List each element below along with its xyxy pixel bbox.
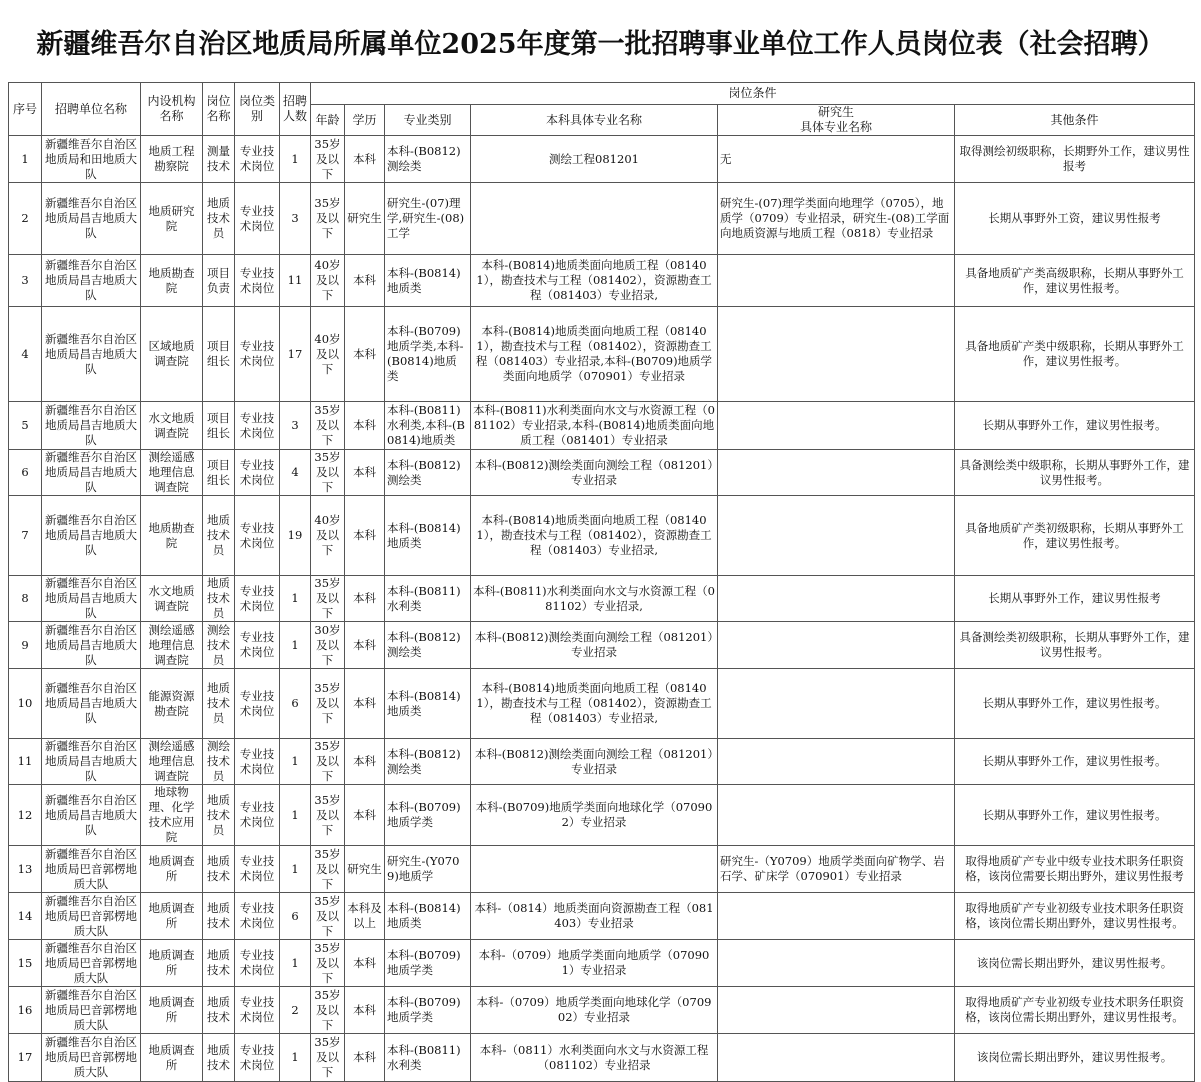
cell-graduate-major xyxy=(718,576,955,622)
cell-bachelor-major: 本科-(B0814)地质类面向地质工程（081401），勘查技术与工程（081402），资源勘查工程（081403）专业招录, xyxy=(471,496,718,576)
cell-age: 35岁及以下 xyxy=(311,450,345,496)
cell-major-category: 本科-(B0811)水利类 xyxy=(385,576,471,622)
cell-seq: 5 xyxy=(9,402,42,450)
cell-type: 专业技术岗位 xyxy=(235,987,280,1034)
cell-unit: 新疆维吾尔自治区地质局昌吉地质大队 xyxy=(42,450,141,496)
cell-type: 专业技术岗位 xyxy=(235,940,280,987)
header-bachelor: 本科具体专业名称 xyxy=(471,105,718,136)
cell-major-category: 本科-(B0814)地质类 xyxy=(385,496,471,576)
cell-bachelor-major: 本科-(B0814)地质类面向地质工程（081401），勘查技术与工程（081402），资源勘查工程（081403）专业招录,本科-(B0709)地质学类面向地质学（070901）专业招录 xyxy=(471,307,718,402)
table-row xyxy=(9,739,1195,785)
cell-graduate-major xyxy=(718,669,955,739)
cell-other-conditions: 取得地质矿产专业初级专业技术职务任职资格，该岗位需长期出野外，建议男性报考。 xyxy=(955,987,1195,1034)
cell-count: 11 xyxy=(280,255,311,307)
cell-post: 地质技术 xyxy=(203,893,235,940)
cell-bachelor-major xyxy=(471,846,718,893)
cell-dept: 地质调查所 xyxy=(141,987,203,1034)
cell-type: 专业技术岗位 xyxy=(235,622,280,669)
cell-post: 地质技术员 xyxy=(203,183,235,255)
table-row xyxy=(9,183,1195,255)
cell-age: 35岁及以下 xyxy=(311,987,345,1034)
cell-type: 专业技术岗位 xyxy=(235,1034,280,1082)
cell-dept: 地质调查所 xyxy=(141,1034,203,1082)
cell-unit: 新疆维吾尔自治区地质局昌吉地质大队 xyxy=(42,622,141,669)
table-row xyxy=(9,893,1195,940)
cell-edu: 本科 xyxy=(345,496,385,576)
cell-age: 40岁及以下 xyxy=(311,255,345,307)
cell-dept: 水文地质调查院 xyxy=(141,576,203,622)
header-edu: 学历 xyxy=(345,105,385,136)
cell-major-category: 本科-(B0709)地质学类,本科-(B0814)地质类 xyxy=(385,307,471,402)
cell-other-conditions: 取得测绘初级职称，长期野外工作，建议男性报考 xyxy=(955,136,1195,183)
cell-dept: 测绘遥感地理信息调查院 xyxy=(141,622,203,669)
cell-post: 项目组长 xyxy=(203,402,235,450)
cell-count: 4 xyxy=(280,450,311,496)
cell-graduate-major xyxy=(718,785,955,846)
cell-post: 测绘技术员 xyxy=(203,739,235,785)
table-row xyxy=(9,450,1195,496)
cell-bachelor-major: 本科-(B0814)地质类面向地质工程（081401），勘查技术与工程（081402），资源勘查工程（081403）专业招录, xyxy=(471,255,718,307)
cell-age: 35岁及以下 xyxy=(311,136,345,183)
cell-type: 专业技术岗位 xyxy=(235,739,280,785)
cell-graduate-major xyxy=(718,622,955,669)
cell-dept: 地质勘查院 xyxy=(141,255,203,307)
cell-seq: 2 xyxy=(9,183,42,255)
table-row xyxy=(9,402,1195,450)
header-major-cat: 专业类别 xyxy=(385,105,471,136)
cell-type: 专业技术岗位 xyxy=(235,183,280,255)
cell-seq: 16 xyxy=(9,987,42,1034)
cell-age: 35岁及以下 xyxy=(311,893,345,940)
cell-seq: 8 xyxy=(9,576,42,622)
table-row xyxy=(9,622,1195,669)
cell-edu: 研究生 xyxy=(345,846,385,893)
table-row xyxy=(9,987,1195,1034)
cell-count: 19 xyxy=(280,496,311,576)
cell-other-conditions: 具备地质矿产类中级职称，长期从事野外工作，建议男性报考。 xyxy=(955,307,1195,402)
cell-age: 35岁及以下 xyxy=(311,846,345,893)
cell-age: 35岁及以下 xyxy=(311,739,345,785)
cell-major-category: 本科-(B0811)水利类 xyxy=(385,1034,471,1082)
page-title: 新疆维吾尔自治区地质局所属单位2025年度第一批招聘事业单位工作人员岗位表（社会招聘） xyxy=(36,28,1165,60)
cell-edu: 本科 xyxy=(345,987,385,1034)
cell-graduate-major xyxy=(718,893,955,940)
cell-type: 专业技术岗位 xyxy=(235,402,280,450)
cell-age: 35岁及以下 xyxy=(311,402,345,450)
cell-count: 3 xyxy=(280,402,311,450)
table-row xyxy=(9,136,1195,183)
table-row xyxy=(9,255,1195,307)
cell-post: 地质技术 xyxy=(203,940,235,987)
cell-age: 35岁及以下 xyxy=(311,940,345,987)
cell-unit: 新疆维吾尔自治区地质局昌吉地质大队 xyxy=(42,669,141,739)
cell-major-category: 本科-(B0812)测绘类 xyxy=(385,739,471,785)
cell-age: 35岁及以下 xyxy=(311,576,345,622)
cell-dept: 测绘遥感地理信息调查院 xyxy=(141,450,203,496)
cell-unit: 新疆维吾尔自治区地质局昌吉地质大队 xyxy=(42,183,141,255)
cell-count: 1 xyxy=(280,846,311,893)
cell-graduate-major: 无 xyxy=(718,136,955,183)
table-row xyxy=(9,307,1195,402)
cell-age: 35岁及以下 xyxy=(311,669,345,739)
cell-other-conditions: 取得地质矿产专业中级专业技术职务任职资格，该岗位需要长期出野外，建议男性报考 xyxy=(955,846,1195,893)
cell-bachelor-major: 本科-（0814）地质类面向资源勘查工程（081403）专业招录 xyxy=(471,893,718,940)
cell-seq: 14 xyxy=(9,893,42,940)
cell-type: 专业技术岗位 xyxy=(235,496,280,576)
cell-edu: 本科 xyxy=(345,739,385,785)
cell-seq: 12 xyxy=(9,785,42,846)
cell-count: 2 xyxy=(280,987,311,1034)
cell-seq: 4 xyxy=(9,307,42,402)
cell-other-conditions: 长期从事野外工资，建议男性报考 xyxy=(955,183,1195,255)
cell-edu: 本科 xyxy=(345,255,385,307)
cell-dept: 测绘遥感地理信息调查院 xyxy=(141,739,203,785)
cell-age: 35岁及以下 xyxy=(311,183,345,255)
cell-bachelor-major: 本科-(B0811)水利类面向水文与水资源工程（081102）专业招录, xyxy=(471,576,718,622)
cell-unit: 新疆维吾尔自治区地质局和田地质大队 xyxy=(42,136,141,183)
cell-major-category: 研究生-(07)理学,研究生-(08)工学 xyxy=(385,183,471,255)
cell-edu: 本科 xyxy=(345,940,385,987)
cell-graduate-major: 研究生-(07)理学类面向地理学（0705），地质学（0709）专业招录，研究生-(08)工学面向地质资源与地质工程（0818）专业招录 xyxy=(718,183,955,255)
cell-post: 项目负责 xyxy=(203,255,235,307)
cell-seq: 7 xyxy=(9,496,42,576)
header-count: 招聘人数 xyxy=(280,83,311,136)
cell-other-conditions: 具备地质矿产类初级职称，长期从事野外工作，建议男性报考。 xyxy=(955,496,1195,576)
cell-other-conditions: 长期从事野外工作，建议男性报考。 xyxy=(955,785,1195,846)
cell-dept: 地质调查所 xyxy=(141,940,203,987)
cell-graduate-major xyxy=(718,940,955,987)
cell-post: 地质技术员 xyxy=(203,785,235,846)
cell-bachelor-major: 本科-(B0811)水利类面向水文与水资源工程（081102）专业招录,本科-(B0814)地质类面向地质工程（081401）专业招录 xyxy=(471,402,718,450)
cell-other-conditions: 长期从事野外工作，建议男性报考。 xyxy=(955,402,1195,450)
cell-seq: 9 xyxy=(9,622,42,669)
cell-count: 6 xyxy=(280,669,311,739)
cell-other-conditions: 该岗位需长期出野外，建议男性报考。 xyxy=(955,940,1195,987)
cell-count: 6 xyxy=(280,893,311,940)
header-type: 岗位类别 xyxy=(235,83,280,136)
cell-seq: 10 xyxy=(9,669,42,739)
cell-seq: 17 xyxy=(9,1034,42,1082)
cell-dept: 地质勘查院 xyxy=(141,496,203,576)
cell-type: 专业技术岗位 xyxy=(235,893,280,940)
cell-type: 专业技术岗位 xyxy=(235,307,280,402)
cell-bachelor-major: 本科-(B0812)测绘类面向测绘工程（081201）专业招录 xyxy=(471,450,718,496)
cell-major-category: 本科-(B0812)测绘类 xyxy=(385,450,471,496)
cell-type: 专业技术岗位 xyxy=(235,669,280,739)
cell-type: 专业技术岗位 xyxy=(235,846,280,893)
header-conditions: 岗位条件 xyxy=(311,83,1195,105)
cell-major-category: 本科-(B0814)地质类 xyxy=(385,669,471,739)
cell-unit: 新疆维吾尔自治区地质局昌吉地质大队 xyxy=(42,255,141,307)
cell-edu: 本科 xyxy=(345,402,385,450)
header-dept: 内设机构名称 xyxy=(141,83,203,136)
cell-major-category: 本科-(B0814)地质类 xyxy=(385,893,471,940)
cell-post: 地质技术员 xyxy=(203,576,235,622)
cell-seq: 13 xyxy=(9,846,42,893)
cell-graduate-major xyxy=(718,255,955,307)
cell-age: 40岁及以下 xyxy=(311,496,345,576)
cell-unit: 新疆维吾尔自治区地质局昌吉地质大队 xyxy=(42,496,141,576)
cell-unit: 新疆维吾尔自治区地质局巴音郭楞地质大队 xyxy=(42,940,141,987)
cell-dept: 地质研究院 xyxy=(141,183,203,255)
cell-other-conditions: 长期从事野外工作，建议男性报考。 xyxy=(955,669,1195,739)
cell-unit: 新疆维吾尔自治区地质局巴音郭楞地质大队 xyxy=(42,1034,141,1082)
cell-dept: 能源资源勘查院 xyxy=(141,669,203,739)
cell-post: 地质技术员 xyxy=(203,669,235,739)
cell-other-conditions: 具备地质矿产类高级职称，长期从事野外工作，建议男性报考。 xyxy=(955,255,1195,307)
cell-age: 35岁及以下 xyxy=(311,785,345,846)
cell-other-conditions: 长期从事野外工作，建议男性报考 xyxy=(955,576,1195,622)
cell-major-category: 本科-(B0811)水利类,本科-(B0814)地质类 xyxy=(385,402,471,450)
cell-seq: 1 xyxy=(9,136,42,183)
cell-edu: 本科及以上 xyxy=(345,893,385,940)
cell-unit: 新疆维吾尔自治区地质局巴音郭楞地质大队 xyxy=(42,846,141,893)
header-age: 年龄 xyxy=(311,105,345,136)
cell-other-conditions: 具备测绘类中级职称，长期从事野外工作，建议男性报考。 xyxy=(955,450,1195,496)
header-unit: 招聘单位名称 xyxy=(42,83,141,136)
cell-count: 1 xyxy=(280,739,311,785)
cell-graduate-major xyxy=(718,739,955,785)
cell-post: 测量技术 xyxy=(203,136,235,183)
cell-edu: 本科 xyxy=(345,785,385,846)
cell-count: 1 xyxy=(280,785,311,846)
cell-graduate-major xyxy=(718,1034,955,1082)
cell-major-category: 本科-(B0709)地质学类 xyxy=(385,987,471,1034)
cell-dept: 地球物理、化学技术应用院 xyxy=(141,785,203,846)
cell-post: 测绘技术员 xyxy=(203,622,235,669)
cell-unit: 新疆维吾尔自治区地质局巴音郭楞地质大队 xyxy=(42,987,141,1034)
cell-edu: 本科 xyxy=(345,576,385,622)
cell-bachelor-major: 本科-(B0709)地质学类面向地球化学（070902）专业招录 xyxy=(471,785,718,846)
cell-post: 项目组长 xyxy=(203,450,235,496)
cell-dept: 地质调查所 xyxy=(141,846,203,893)
cell-count: 1 xyxy=(280,576,311,622)
cell-seq: 11 xyxy=(9,739,42,785)
cell-dept: 地质调查所 xyxy=(141,893,203,940)
cell-edu: 本科 xyxy=(345,307,385,402)
cell-graduate-major xyxy=(718,450,955,496)
cell-type: 专业技术岗位 xyxy=(235,450,280,496)
cell-seq: 3 xyxy=(9,255,42,307)
cell-edu: 本科 xyxy=(345,136,385,183)
cell-bachelor-major: 本科-（0811）水利类面向水文与水资源工程（081102）专业招录 xyxy=(471,1034,718,1082)
cell-unit: 新疆维吾尔自治区地质局巴音郭楞地质大队 xyxy=(42,893,141,940)
cell-post: 地质技术 xyxy=(203,1034,235,1082)
cell-type: 专业技术岗位 xyxy=(235,576,280,622)
cell-age: 30岁及以下 xyxy=(311,622,345,669)
cell-major-category: 本科-(B0812)测绘类 xyxy=(385,622,471,669)
cell-graduate-major: 研究生-（Y0709）地质学类面向矿物学、岩石学、矿床学（070901）专业招录 xyxy=(718,846,955,893)
cell-major-category: 本科-(B0709)地质学类 xyxy=(385,785,471,846)
cell-graduate-major xyxy=(718,496,955,576)
table-row xyxy=(9,785,1195,846)
cell-count: 1 xyxy=(280,1034,311,1082)
cell-bachelor-major: 测绘工程081201 xyxy=(471,136,718,183)
cell-post: 地质技术 xyxy=(203,846,235,893)
cell-major-category: 本科-(B0709)地质学类 xyxy=(385,940,471,987)
table-row xyxy=(9,1034,1195,1082)
cell-bachelor-major: 本科-(B0814)地质类面向地质工程（081401），勘查技术与工程（081402），资源勘查工程（081403）专业招录, xyxy=(471,669,718,739)
cell-major-category: 本科-(B0812)测绘类 xyxy=(385,136,471,183)
cell-unit: 新疆维吾尔自治区地质局昌吉地质大队 xyxy=(42,576,141,622)
cell-count: 1 xyxy=(280,136,311,183)
cell-age: 40岁及以下 xyxy=(311,307,345,402)
table-row xyxy=(9,669,1195,739)
table-row xyxy=(9,496,1195,576)
cell-edu: 研究生 xyxy=(345,183,385,255)
cell-bachelor-major: 本科-(B0812)测绘类面向测绘工程（081201）专业招录 xyxy=(471,622,718,669)
cell-dept: 地质工程勘察院 xyxy=(141,136,203,183)
cell-major-category: 本科-(B0814)地质类 xyxy=(385,255,471,307)
table-row xyxy=(9,576,1195,622)
cell-edu: 本科 xyxy=(345,1034,385,1082)
header-graduate: 研究生 具体专业名称 xyxy=(718,105,955,136)
cell-other-conditions: 具备测绘类初级职称，长期从事野外工作，建议男性报考。 xyxy=(955,622,1195,669)
cell-count: 17 xyxy=(280,307,311,402)
cell-other-conditions: 该岗位需长期出野外，建议男性报考。 xyxy=(955,1034,1195,1082)
cell-unit: 新疆维吾尔自治区地质局昌吉地质大队 xyxy=(42,402,141,450)
cell-other-conditions: 取得地质矿产专业初级专业技术职务任职资格，该岗位需长期出野外，建议男性报考。 xyxy=(955,893,1195,940)
positions-table xyxy=(8,82,1195,1082)
cell-count: 1 xyxy=(280,940,311,987)
cell-bachelor-major: 本科-（0709）地质学类面向地质学（070901）专业招录 xyxy=(471,940,718,987)
cell-edu: 本科 xyxy=(345,450,385,496)
cell-age: 35岁及以下 xyxy=(311,1034,345,1082)
cell-type: 专业技术岗位 xyxy=(235,255,280,307)
header-seq: 序号 xyxy=(9,83,42,136)
cell-dept: 区域地质调查院 xyxy=(141,307,203,402)
cell-edu: 本科 xyxy=(345,622,385,669)
cell-unit: 新疆维吾尔自治区地质局昌吉地质大队 xyxy=(42,785,141,846)
cell-count: 3 xyxy=(280,183,311,255)
cell-edu: 本科 xyxy=(345,669,385,739)
cell-major-category: 研究生-(Y0709)地质学 xyxy=(385,846,471,893)
cell-dept: 水文地质调查院 xyxy=(141,402,203,450)
table-row xyxy=(9,846,1195,893)
cell-type: 专业技术岗位 xyxy=(235,785,280,846)
cell-seq: 6 xyxy=(9,450,42,496)
cell-unit: 新疆维吾尔自治区地质局昌吉地质大队 xyxy=(42,739,141,785)
header-other: 其他条件 xyxy=(955,105,1195,136)
header-post: 岗位名称 xyxy=(203,83,235,136)
cell-post: 地质技术员 xyxy=(203,496,235,576)
cell-graduate-major xyxy=(718,402,955,450)
cell-type: 专业技术岗位 xyxy=(235,136,280,183)
cell-seq: 15 xyxy=(9,940,42,987)
table-row xyxy=(9,940,1195,987)
cell-other-conditions: 长期从事野外工作，建议男性报考。 xyxy=(955,739,1195,785)
cell-bachelor-major: 本科-（0709）地质学类面向地球化学（070902）专业招录 xyxy=(471,987,718,1034)
cell-post: 地质技术 xyxy=(203,987,235,1034)
cell-unit: 新疆维吾尔自治区地质局昌吉地质大队 xyxy=(42,307,141,402)
cell-bachelor-major xyxy=(471,183,718,255)
cell-graduate-major xyxy=(718,987,955,1034)
cell-count: 1 xyxy=(280,622,311,669)
cell-post: 项目组长 xyxy=(203,307,235,402)
cell-graduate-major xyxy=(718,307,955,402)
cell-bachelor-major: 本科-(B0812)测绘类面向测绘工程（081201）专业招录 xyxy=(471,739,718,785)
